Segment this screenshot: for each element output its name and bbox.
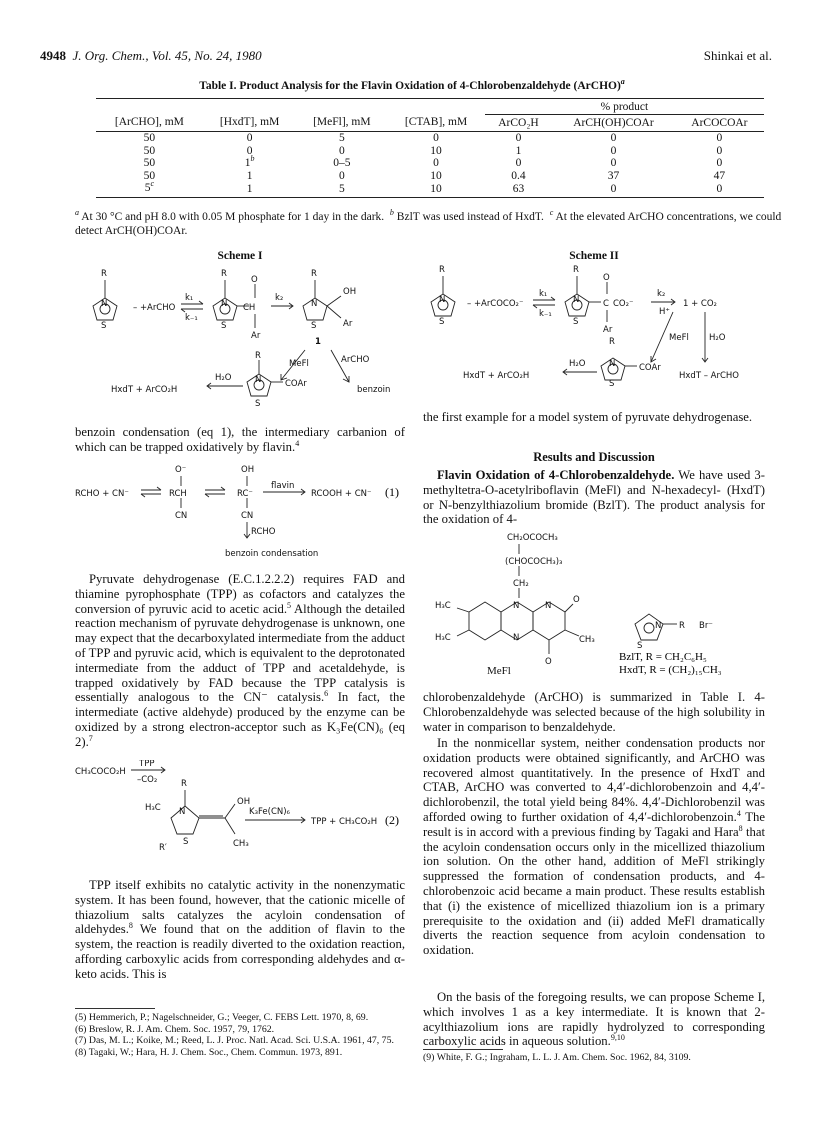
footnote-rule xyxy=(75,1008,155,1009)
svg-text:H⁺: H⁺ xyxy=(659,307,670,317)
svg-text:N: N xyxy=(545,601,552,611)
left-paragraph-2: Pyruvate dehydrogenase (E.C.1.2.2.2) requires FAD and thiamine pyrophosphate (TPP) as cofactors and catalyzes the conversion of pyruvic acid to acetic acid.$^5$ Although the detailed reaction mechanism of pyruvate dehydrogenase is unknown, one may expect that the decarboxylated intermediate from the adduct of TPP and pyruvic acid, which is equivalent to the deprotonated intermediate from the adduct of TPP and acetaldehyde, is trapped oxidatively by FAD because the TPP catalysis is essentially analogous to the CN⁻ catalysis.$^6$ In fact, the intermediate (active aldehyde) produced by the enzyme can be oxidized by a strong electron-acceptor such as K₃Fe(CN)₆ (eq 2).$^7$ xyxy=(75,572,405,749)
mefl-label: MeFl xyxy=(487,665,511,677)
col-header: [HxdT], mM xyxy=(219,116,280,129)
table-row xyxy=(96,145,764,158)
svg-text:CH₃: CH₃ xyxy=(579,635,595,645)
table-caption-mark: a xyxy=(620,77,625,87)
product-analysis-table xyxy=(96,98,764,198)
svg-text:R: R xyxy=(439,265,445,275)
svg-text:O⁻: O⁻ xyxy=(175,465,187,475)
svg-text:H₂O: H₂O xyxy=(215,373,232,383)
cell-benzoin: 0 xyxy=(610,157,617,169)
svg-text:RCH: RCH xyxy=(169,489,187,499)
svg-text:CO₂⁻: CO₂⁻ xyxy=(613,299,634,309)
svg-text:N: N xyxy=(221,299,228,309)
cell-archo: 50 xyxy=(143,157,156,169)
svg-text:S: S xyxy=(255,399,261,409)
eq2-number: (2) xyxy=(385,813,399,827)
cell-benzoin: 37 xyxy=(607,169,620,182)
table-footnote-b: BzlT was used instead of HxdT. xyxy=(396,211,544,223)
footnote-8: (8) Tagaki, W.; Hara, H. J. Chem. Soc., Chem. Commun. 1973, 891. xyxy=(75,1046,343,1058)
svg-text:CN: CN xyxy=(241,511,254,521)
structures-figure xyxy=(423,530,765,680)
svg-text:OH: OH xyxy=(241,465,255,475)
svg-text:R: R xyxy=(181,779,187,789)
svg-text:benzoin: benzoin xyxy=(357,385,391,395)
table-footnote-a: At 30 °C and pH 8.0 with 0.05 M phosphate for 1 day in the dark. xyxy=(81,211,385,223)
svg-text:R: R xyxy=(573,265,579,275)
scheme1-n: N xyxy=(101,299,108,309)
svg-text:O: O xyxy=(251,275,258,285)
scheme1-r: R xyxy=(101,269,107,279)
cell-benzoin: 0 xyxy=(610,183,617,195)
cell-benzil: 0 xyxy=(716,144,723,157)
page-number: 4948 xyxy=(40,48,66,63)
cell-arco2h: 0.4 xyxy=(511,169,526,182)
svg-text:CH₂OCOCH₃: CH₂OCOCH₃ xyxy=(507,533,558,543)
svg-text:–CO₂: –CO₂ xyxy=(137,775,158,785)
cell-hxdt: 0 xyxy=(246,132,253,144)
svg-text:N: N xyxy=(179,807,186,817)
col-header: [CTAB], mM xyxy=(404,116,468,129)
svg-text:S: S xyxy=(573,317,579,327)
svg-text:R: R xyxy=(255,351,261,361)
footnote-9: (9) White, F. G.; Ingraham, L. L. J. Am. Chem. Soc. 1962, 84, 3109. xyxy=(423,1052,691,1063)
table-row xyxy=(96,157,764,170)
scheme-2-title: Scheme II xyxy=(569,250,619,262)
right-paragraph-2: Flavin Oxidation of 4-Chlorobenzaldehyde. We have used 3-methyltetra-O-acetylriboflavin (MeFl) and N-hexadecyl- (HxdT) or N-benzylthiazolium bromide (BzlT). The product analysis for the oxidation of 4- xyxy=(423,468,766,527)
left-paragraph-1: benzoin condensation (eq 1), the intermediary carbanion of which can be trapped oxidatively by flavin.$^4$ xyxy=(75,425,405,454)
table-footnotes: $^a$ At 30 °C and pH 8.0 with 0.05 M phosphate for 1 day in the dark. $^b$ BzlT was used instead of HxdT. $^c$ At the elevated ArCHO concentrations, we could detect ArCH(OH)COAr. xyxy=(75,208,782,237)
svg-text:RCOOH + CN⁻: RCOOH + CN⁻ xyxy=(311,489,372,499)
footnote-5: (5) Hemmerich, P.; Nagelschneider, G.; Veeger, C. FEBS Lett. 1970, 8, 69. xyxy=(75,1012,369,1023)
svg-text:k₂: k₂ xyxy=(275,293,284,303)
svg-text:TPP + CH₃CO₂H: TPP + CH₃CO₂H xyxy=(311,817,378,827)
svg-text:TPP: TPP xyxy=(139,760,155,769)
table-caption-text: Table I. Product Analysis for the Flavin Oxidation of 4-Chlorobenzaldehyde (ArCHO) xyxy=(199,80,621,92)
footnotes-right xyxy=(423,1052,765,1064)
table-row xyxy=(96,182,764,197)
svg-text:O: O xyxy=(545,657,552,667)
svg-text:CH₃COCO₂H: CH₃COCO₂H xyxy=(75,767,126,777)
cell-mefl: 5 xyxy=(338,183,345,195)
cell-benzil: 47 xyxy=(713,169,726,182)
footnote-rule-right xyxy=(423,1049,503,1050)
col-header: [ArCHO], mM xyxy=(114,116,184,129)
cell-hxdt: 1 xyxy=(246,183,253,195)
svg-text:O: O xyxy=(573,595,580,605)
svg-text:N: N xyxy=(513,633,520,643)
svg-text:k₁: k₁ xyxy=(539,289,548,299)
journal-citation: J. Org. Chem., Vol. 45, No. 24, 1980 xyxy=(72,48,262,63)
eq1-number: (1) xyxy=(385,485,399,499)
svg-text:H₃C: H₃C xyxy=(435,633,451,643)
svg-text:C: C xyxy=(603,299,609,309)
cell-archo: 5$^c$ xyxy=(144,179,155,194)
cell-archo: 50 xyxy=(143,144,156,157)
cell-hxdt: 1$^b$ xyxy=(244,154,255,169)
right-paragraph-1: the first example for a model system of pyruvate dehydrogenase. xyxy=(423,410,753,424)
svg-text:(CHOCOCH₃)₃: (CHOCOCH₃)₃ xyxy=(505,557,563,567)
svg-text:OH: OH xyxy=(343,287,357,297)
right-paragraph-3: chlorobenzaldehyde (ArCHO) is summarized in Table I. 4-Chlorobenzaldehyde was selected because of the high solubility in water in comparison to benzaldehyde. xyxy=(423,690,765,734)
table-footnote-c: At the elevated ArCHO concentrations, we could detect ArCH(OH)COAr. xyxy=(75,211,782,237)
svg-text:H₂O: H₂O xyxy=(709,333,726,343)
right-paragraph-4: In the nonmicellar system, neither condensation products nor oxidation products were obtained significantly, and ArCHO was recovered almost quantitatively. In the presence of HxdT and CTAB, ArCHO was converted to 4,4′-dichlorobenzoin and 4,4′-dichlorobenzil, the total yield being 84%. 4,4′-Dichlorobenzil was afforded owing to further oxidation of 4,4′-dichlorobenzoin.$^4$ The result is in accord with a previous finding by Tagaki and Hara$^8$ that the acyloin condensation occurs only in the micellized thiazolium ion solution. On the other hand, addition of MeFl strikingly suppressed the formation of condensation products, and 4-chlorobenzoic acid became a main product. These results establish that (i) the existence of micellized thiazolium ion is a primary prerequisite to the oxidation and (ii) added MeFl dramatically diverts the reaction sequence from acyloin condensation to oxidation. xyxy=(423,736,765,958)
compound-1-label: 1 xyxy=(315,337,321,347)
svg-text:H₃C: H₃C xyxy=(435,601,451,611)
svg-text:Ar: Ar xyxy=(603,325,613,335)
svg-text:N: N xyxy=(609,359,616,369)
cell-arco2h: 63 xyxy=(512,183,525,195)
hxdt-label: HxdT, R = (CH₂)₁₅CH₃ xyxy=(619,664,722,676)
group-header: % product xyxy=(485,99,764,115)
svg-text:CH: CH xyxy=(243,303,256,313)
cell-ctab: 10 xyxy=(430,169,442,182)
footnote-7: (7) Das, M. L.; Koike, M.; Reed, L. J. Proc. Natl. Acad. Sci. U.S.A. 1961, 47, 75. xyxy=(75,1035,394,1046)
svg-text:CH₂: CH₂ xyxy=(513,579,529,589)
cell-benzil: 0 xyxy=(716,183,723,195)
svg-text:COAr: COAr xyxy=(285,379,307,389)
scheme2-reagent: ArCOCO₂⁻ xyxy=(481,299,524,309)
right-paragraph-5: On the basis of the foregoing results, we can propose Scheme I, which involves 1 as a key intermediate. It is known that 2-acylthiazolium ions are rapidly hydrolyzed to corresponding carboxylic acids in aqueous solution.$^{9,10}$ xyxy=(423,990,765,1049)
svg-text:k₋₁: k₋₁ xyxy=(539,309,552,319)
scheme-1-diagram xyxy=(75,262,405,412)
col-header: ArCH(OH)COAr xyxy=(573,116,654,129)
footnote-6: (6) Breslow, R. J. Am. Chem. Soc. 1957, 79, 1762. xyxy=(75,1023,275,1035)
cell-benzoin: 0 xyxy=(610,144,617,157)
svg-text:R′: R′ xyxy=(159,843,167,853)
table-caption xyxy=(40,77,784,92)
svg-text:CH₃: CH₃ xyxy=(233,839,249,849)
scheme1-k1: k₁ xyxy=(185,293,194,303)
cell-ctab: 10 xyxy=(430,183,442,195)
svg-text:OH: OH xyxy=(237,797,251,807)
cell-hxdt: 1 xyxy=(246,169,253,182)
svg-text:MeFl: MeFl xyxy=(289,359,309,369)
cell-mefl: 5 xyxy=(338,132,345,144)
svg-text:Br⁻: Br⁻ xyxy=(699,621,713,631)
svg-text:ArCHO: ArCHO xyxy=(341,355,370,365)
svg-text:S: S xyxy=(609,379,615,387)
svg-text:S: S xyxy=(221,321,227,331)
col-header: ArCO₂H xyxy=(498,116,539,129)
svg-text:Ar: Ar xyxy=(343,319,353,329)
cell-archo: 50 xyxy=(143,169,156,182)
svg-text:O: O xyxy=(603,273,610,283)
scheme1-s: S xyxy=(101,321,107,331)
equation-2 xyxy=(75,760,405,860)
svg-text:k₂: k₂ xyxy=(657,289,666,299)
cell-benzoin: 0 xyxy=(610,132,617,144)
svg-text:HxdT + ArCO₂H: HxdT + ArCO₂H xyxy=(111,385,178,395)
col-header: ArCOCOAr xyxy=(691,116,748,129)
scheme2-product: 1 + CO₂ xyxy=(683,299,717,309)
svg-text:R: R xyxy=(679,621,685,631)
svg-text:R: R xyxy=(311,269,317,279)
scheme1-r2: R xyxy=(221,269,227,279)
svg-text:S: S xyxy=(311,321,317,331)
svg-text:N: N xyxy=(311,299,318,309)
svg-text:S: S xyxy=(183,837,189,847)
svg-text:H₂O: H₂O xyxy=(569,359,586,369)
svg-text:N: N xyxy=(255,375,262,385)
svg-text:S: S xyxy=(439,317,445,327)
cell-ctab: 0 xyxy=(433,132,439,144)
svg-text:N: N xyxy=(655,621,662,631)
svg-text:HxdT + ArCO₂H: HxdT + ArCO₂H xyxy=(463,371,530,381)
scheme-1-title: Scheme I xyxy=(217,250,263,262)
svg-text:HxdT – ArCHO: HxdT – ArCHO xyxy=(679,371,739,381)
svg-text:K₃Fe(CN)₆: K₃Fe(CN)₆ xyxy=(249,807,290,817)
scheme1-km1: k₋₁ xyxy=(185,313,198,323)
bzlt-label: BzlT, R = CH₂C₆H₅ xyxy=(619,651,707,663)
svg-text:– +: – + xyxy=(133,303,148,313)
cell-mefl: 0–5 xyxy=(333,157,351,169)
svg-text:RCHO + CN⁻: RCHO + CN⁻ xyxy=(75,489,129,499)
svg-text:MeFl: MeFl xyxy=(669,333,689,343)
cell-ctab: 10 xyxy=(430,144,442,157)
svg-text:flavin: flavin xyxy=(271,481,295,491)
cell-mefl: 0 xyxy=(338,169,345,182)
cell-ctab: 0 xyxy=(433,157,439,169)
cell-arco2h: 1 xyxy=(515,144,522,157)
footnotes-left xyxy=(75,1012,405,1058)
svg-text:N: N xyxy=(513,601,520,611)
scheme1-reagent: ArCHO xyxy=(147,303,176,313)
running-header-authors: Shinkai et al. xyxy=(703,48,772,63)
col-header: [MeFl], mM xyxy=(313,116,371,129)
running-header-left xyxy=(40,48,262,64)
svg-text:H₃C: H₃C xyxy=(145,803,161,813)
subheading: Flavin Oxidation of 4-Chlorobenzaldehyde. xyxy=(437,468,675,482)
svg-text:RCHO: RCHO xyxy=(251,527,276,537)
svg-text:N: N xyxy=(439,295,446,305)
svg-text:N: N xyxy=(573,295,580,305)
table-row xyxy=(96,132,764,145)
svg-text:R: R xyxy=(609,337,615,347)
cell-arco2h: 0 xyxy=(515,132,522,144)
svg-text:COAr: COAr xyxy=(639,363,661,373)
table-row xyxy=(96,170,764,183)
scheme-2-diagram xyxy=(423,262,765,387)
svg-text:Ar: Ar xyxy=(251,331,261,341)
cell-mefl: 0 xyxy=(338,144,345,157)
cell-hxdt: 0 xyxy=(246,144,253,157)
svg-text:S: S xyxy=(637,641,643,651)
cell-archo: 50 xyxy=(143,132,156,144)
cell-benzil: 0 xyxy=(716,157,723,169)
cell-benzil: 0 xyxy=(716,132,723,144)
svg-text:– +: – + xyxy=(467,299,482,309)
svg-text:CN: CN xyxy=(175,511,188,521)
equation-1 xyxy=(75,462,405,562)
svg-text:benzoin condensation: benzoin condensation xyxy=(225,549,319,559)
cell-arco2h: 0 xyxy=(515,157,522,169)
svg-text:RC⁻: RC⁻ xyxy=(237,489,253,499)
section-heading: Results and Discussion xyxy=(533,450,655,464)
left-paragraph-3: TPP itself exhibits no catalytic activity in the nonenzymatic system. It has been found, however, that the cationic micelle of thiazolium salts catalyzes the acyloin condensation of aldehydes.$^8$ We found that on the addition of flavin to the system, the reaction is readily diverted to the oxidation reaction, affording carboxylic acids from corresponding aldehydes and α-keto acids. This is xyxy=(75,878,405,981)
